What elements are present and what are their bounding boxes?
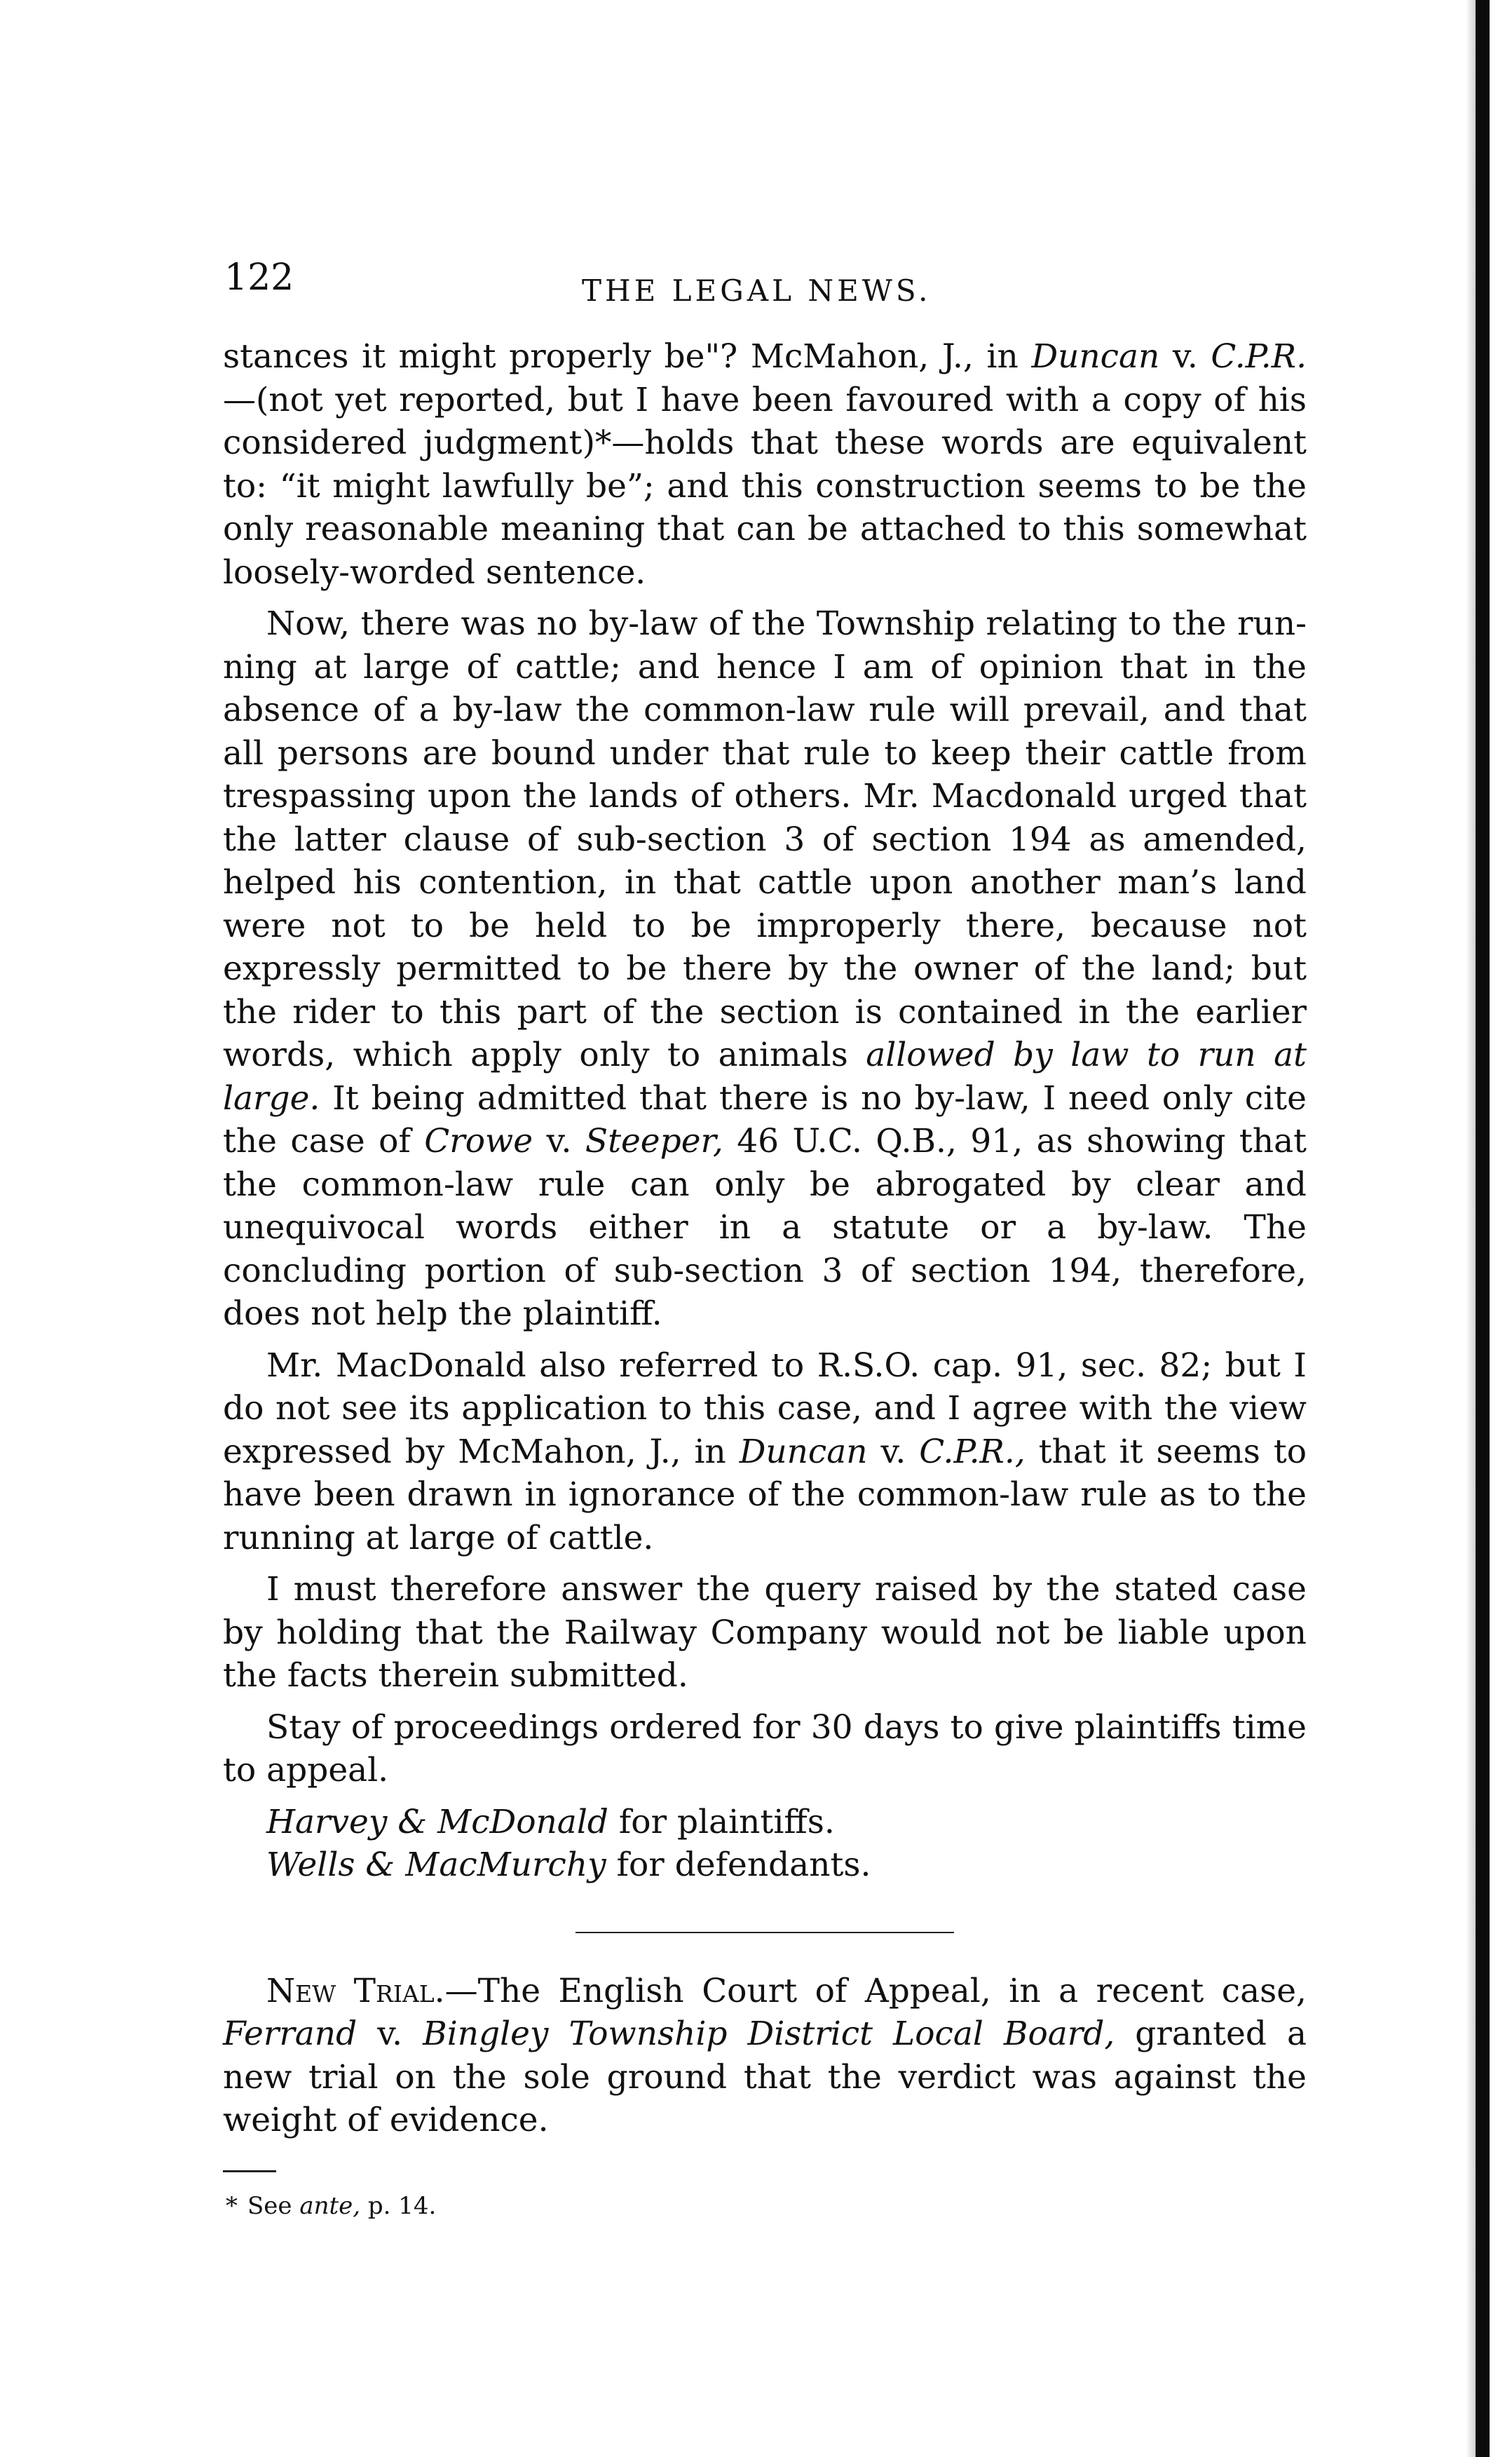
case-name: Duncan: [1031, 337, 1160, 376]
text-run: See: [247, 2191, 300, 2220]
footnote-rule: [223, 2170, 276, 2172]
case-name: Ferrand: [223, 2015, 357, 2053]
text-run: 46 U.C. Q.B., 91, as showing that the common-law rule can only be abrogated by clear and unequivocal words either in a statute or a by-law. The concluding portion of sub-section 3 of section 194, therefore, does not help the plaintiff.: [223, 1122, 1307, 1333]
page-number: 122: [224, 257, 294, 299]
text-run: v.: [357, 2015, 423, 2053]
counsel-role: for defendants.: [606, 1846, 871, 1884]
counsel-names: Harvey & McDonald: [266, 1802, 608, 1841]
text-run: —(not yet reported, but I have been favoured with a copy of his considered judgment)*—holds that these words are equivalent to: “it might lawfully be”; and this construction seems to be the only reasonable meaning that can be attached to this somewhat loosely-worded sentence.: [223, 380, 1307, 592]
text-run: stances it might properly be"? McMahon, J., in: [223, 337, 1032, 376]
case-name: Bingley Township District Local Board,: [423, 2015, 1115, 2053]
footnote-mark: *: [226, 2191, 238, 2220]
text-run: Now, there was no by-law of the Township relating to the running at large of cattle; and hence I am of opinion that in the absence of a by-law the common-law rule will prevail, and that all persons are bound under that rule to keep their cattle from trespassing upon the lands of others. Mr. Macdonald urged that the latter clause of sub-section 3 of section 194 as amended, helped his contention, in that cattle upon another man’s land were not to be held to be improperly there, because not expressly permitted to be there by the owner of the land; but the rider to this part of the section is contained in the earlier words, which apply only to animals: [223, 604, 1307, 1074]
case-name: C.P.R.,: [919, 1432, 1026, 1471]
paragraph-holding: I must therefore answer the query raised by the stated case by holding that the Railway Company would not be liable upon the facts therein submitted.: [223, 1570, 1307, 1695]
counsel-defendants: [223, 1843, 1307, 1887]
text-run: v.: [1159, 337, 1211, 376]
page-edge: [1476, 0, 1490, 2457]
paragraph-bylaw: [223, 602, 1307, 1336]
footnote: [223, 2191, 1307, 2221]
paragraph-continuation: [223, 335, 1307, 594]
section-heading: New Trial.: [266, 1971, 445, 2010]
running-title: THE LEGAL NEWS.: [582, 273, 932, 308]
text-run: p. 14.: [360, 2191, 437, 2220]
paragraph-rso: [223, 1344, 1307, 1560]
case-name: Duncan: [739, 1432, 868, 1471]
case-name: C.P.R.: [1211, 337, 1307, 376]
text-run: v.: [867, 1432, 920, 1471]
paragraph-stay: Stay of proceedings ordered for 30 days to give plaintiffs time to appeal.: [223, 1707, 1307, 1789]
text-run: v.: [533, 1122, 585, 1160]
counsel-names: Wells & MacMurchy: [266, 1846, 606, 1884]
text-run: It being admitted that there is no by-law, I need only cite the case of: [223, 1078, 1307, 1160]
page-header: [224, 252, 1304, 309]
paragraph-new-trial: [223, 1970, 1307, 2142]
counsel-plaintiffs: [223, 1801, 1307, 1844]
text-run: that it seems to have been drawn in ignorance of the common-law rule as to the running at large of cattle.: [223, 1432, 1307, 1557]
page-body: [223, 335, 1307, 2221]
case-name: Crowe: [424, 1122, 533, 1160]
italic-phrase: ante,: [299, 2191, 361, 2220]
section-divider: [575, 1932, 954, 1933]
page-edge-shadow: [1466, 0, 1476, 2457]
text-run: —The English Court of Appeal, in a recent case,: [444, 1971, 1307, 2010]
counsel-role: for plaintiffs.: [608, 1802, 835, 1841]
italic-phrase: allowed by law to run at large.: [223, 1036, 1307, 1118]
text-run: Mr. MacDonald also referred to R.S.O. cap. 91, sec. 82; but I do not see its application to this case, and I agree with the view expressed by McMahon, J., in: [223, 1346, 1307, 1471]
text-run: granted a new trial on the sole ground that the verdict was against the weight of evidence.: [223, 2015, 1307, 2139]
case-name: Steeper,: [585, 1122, 723, 1160]
